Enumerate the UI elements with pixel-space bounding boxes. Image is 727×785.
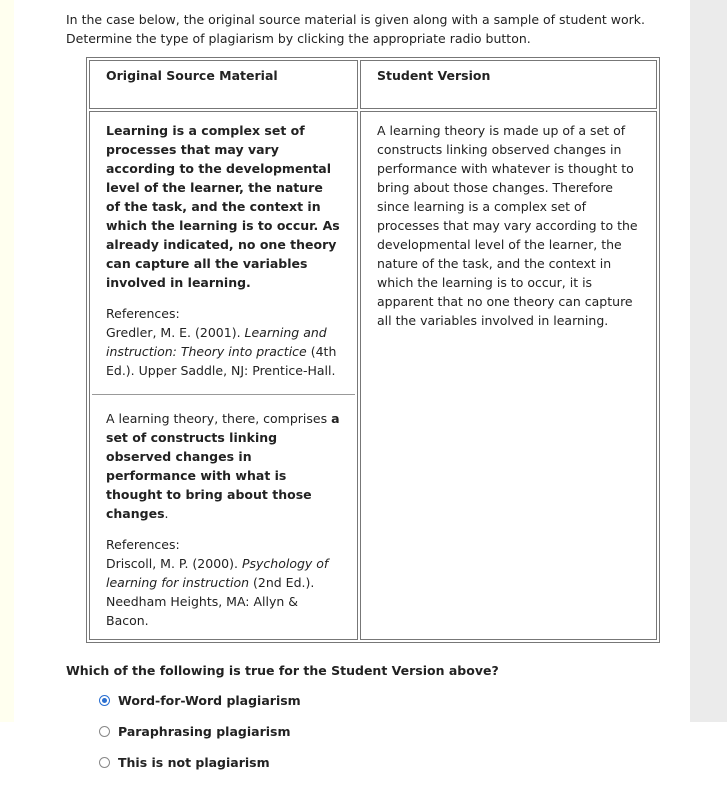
source-passage-1	[106, 117, 341, 384]
source-2-plain: A learning theory, there, comprises	[106, 411, 332, 426]
exercise-content	[66, 10, 666, 785]
comparison-table	[86, 57, 660, 643]
option-paraphrasing-label: Paraphrasing plagiarism	[118, 724, 291, 739]
source-1-text: Learning is a complex set of processes that may vary according to the developmental level of the learner, the nature of the task, and the context in which the learning is to occur. As already indicated, no one theory can capture all the variables involved in learning.	[106, 123, 340, 290]
source-2-end: .	[164, 506, 169, 521]
header-original-source: Original Source Material	[89, 60, 358, 109]
radio-paraphrasing[interactable]	[99, 726, 110, 737]
source-2-author: Driscoll, M. P. (2000).	[106, 556, 242, 571]
option-paraphrasing[interactable]	[99, 723, 666, 740]
source-1-refs-label: References:	[106, 306, 180, 321]
source-2-references	[106, 535, 341, 630]
header-student-version: Student Version	[360, 60, 657, 109]
question-text: Which of the following is true for the Student Version above?	[66, 663, 499, 678]
table-body-row	[89, 111, 657, 640]
source-2-publisher: (2nd Ed.). Needham Heights, MA: Allyn & Bacon.	[106, 575, 315, 628]
left-margin-strip	[0, 0, 14, 722]
right-scroll-area	[690, 0, 727, 722]
source-2-title: Psychology of learning for instruction	[106, 556, 329, 590]
source-1-publisher: (4th Ed.). Upper Saddle, NJ: Prentice-Hall.	[106, 344, 337, 378]
source-passage-2	[106, 405, 341, 634]
instructions	[66, 10, 666, 48]
option-not-plagiarism[interactable]	[99, 754, 666, 771]
source-2-text	[106, 409, 341, 523]
source-2-citation	[106, 554, 341, 630]
option-word-for-word-label: Word-for-Word plagiarism	[118, 693, 301, 708]
source-2-bold: a set of constructs linking observed changes in performance with what is thought to bring about those changes	[106, 411, 340, 521]
answer-options	[66, 692, 666, 771]
original-source-cell	[89, 111, 358, 640]
source-1-author: Gredler, M. E. (2001).	[106, 325, 245, 340]
student-version-cell	[360, 111, 657, 640]
option-word-for-word[interactable]	[99, 692, 666, 709]
source-2-refs-label: References:	[106, 537, 180, 552]
instructions-line-2: Determine the type of plagiarism by clicking the appropriate radio button.	[66, 31, 531, 46]
table-header-row	[89, 60, 657, 109]
source-divider	[92, 394, 355, 395]
student-text: A learning theory is made up of a set of constructs linking observed changes in performance with whatever is thought to bring about those changes. Therefore since learning is a complex set of processes that may vary according to the developmental level of the learner, the nature of the task, and the context in which the learning is to occur, it is apparent that no one theory can capture all the variables involved in learning.	[377, 123, 638, 328]
source-1-references	[106, 304, 341, 380]
instructions-line-1: In the case below, the original source material is given along with a sample of student work.	[66, 12, 646, 27]
option-not-plagiarism-label: This is not plagiarism	[118, 755, 270, 770]
radio-word-for-word[interactable]	[99, 695, 110, 706]
radio-not-plagiarism[interactable]	[99, 757, 110, 768]
source-1-citation	[106, 323, 341, 380]
source-1-title: Learning and instruction: Theory into practice	[106, 325, 327, 359]
